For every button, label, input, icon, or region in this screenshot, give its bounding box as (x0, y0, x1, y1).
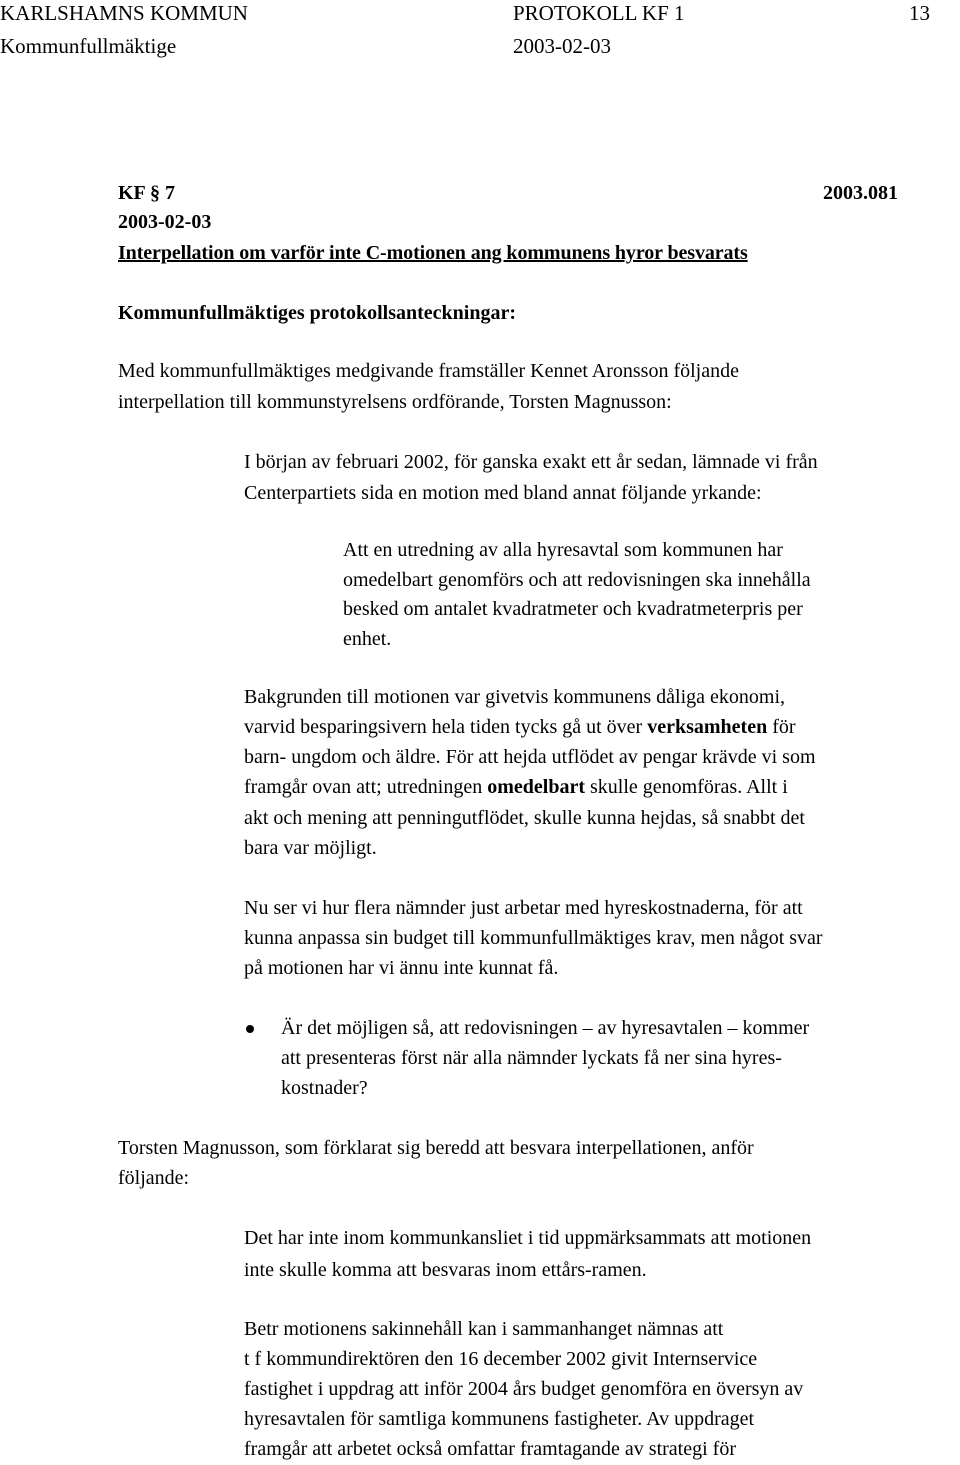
background-line: barn- ungdom och äldre. För att hejda utflödet av pengar krävde vi som (244, 746, 816, 768)
section-case-number: 2003.081 (823, 182, 898, 204)
section-title: Interpellation om varför inte C-motionen ang kommunens hyror besvarats (118, 242, 748, 264)
notes-heading: Kommunfullmäktiges protokollsanteckningar: (118, 302, 516, 324)
header-protocol: PROTOKOLL KF 1 (513, 1, 685, 25)
response-line: Betr motionens sakinnehåll kan i sammanhanget nämnas att (244, 1318, 724, 1340)
response-line: t f kommundirektören den 16 december 2002 givit Internservice (244, 1348, 758, 1370)
question-line: kostnader? (281, 1077, 368, 1099)
response-line: hyresavtalen för samtliga kommunens fastigheter. Av uppdraget (244, 1408, 755, 1430)
background-line: akt och mening att penningutflödet, skulle kunna hejdas, så snabbt det (244, 807, 805, 829)
status-line: Nu ser vi hur flera nämnder just arbetar med hyreskostnaderna, för att (244, 897, 803, 919)
intro-line: interpellation till kommunstyrelsens ordförande, Torsten Magnusson: (118, 391, 672, 413)
status-line: kunna anpassa sin budget till kommunfullmäktiges krav, men något svar (244, 927, 823, 949)
quote-line: enhet. (343, 628, 392, 650)
background-text: skulle genomföras. Allt i (585, 776, 788, 798)
response-intro-line: följande: (118, 1167, 190, 1189)
header-municipality: KARLSHAMNS KOMMUN (0, 1, 248, 25)
emphasis-verksamheten: verksamheten (647, 716, 768, 738)
background-line: Bakgrunden till motionen var givetvis kommunens dåliga ekonomi, (244, 686, 786, 708)
response-line: fastighet i uppdrag att inför 2004 års budget genomföra en översyn av (244, 1378, 804, 1400)
header-page-number: 13 (909, 1, 930, 25)
status-line: på motionen har vi ännu inte kunnat få. (244, 957, 559, 979)
header-body: Kommunfullmäktige (0, 34, 177, 58)
interpellation-line: I början av februari 2002, för ganska exakt ett år sedan, lämnade vi från (244, 451, 818, 473)
quote-line: besked om antalet kvadratmeter och kvadratmeterpris per (343, 598, 803, 620)
quote-line: omedelbart genomförs och att redovisningen ska innehålla (343, 569, 811, 591)
question-line: att presenteras först när alla nämnder lyckats få ner sina hyres- (281, 1047, 782, 1069)
question-line: Är det möjligen så, att redovisningen – av hyresavtalen – kommer (281, 1017, 810, 1039)
background-text: varvid besparingsivern hela tiden tycks gå ut över (244, 716, 648, 738)
interpellation-line: Centerpartiets sida en motion med bland annat följande yrkande: (244, 482, 762, 504)
response-line: inte skulle komma att besvaras inom ettårs-ramen. (244, 1259, 647, 1281)
section-date: 2003-02-03 (118, 211, 212, 233)
response-line: framgår att arbetet också omfattar framtagande av strategi för (244, 1438, 736, 1460)
emphasis-omedelbart: omedelbart (487, 776, 586, 798)
quote-line: Att en utredning av alla hyresavtal som kommunen har (343, 539, 783, 561)
intro-line: Med kommunfullmäktiges medgivande framställer Kennet Aronsson följande (118, 360, 739, 382)
background-line (244, 773, 788, 801)
header-date: 2003-02-03 (513, 34, 611, 58)
background-text: framgår ovan att; utredningen (244, 776, 488, 798)
response-intro-line: Torsten Magnusson, som förklarat sig beredd att besvara interpellationen, anför (118, 1137, 754, 1159)
background-line (244, 713, 796, 741)
bullet-icon (246, 1025, 254, 1033)
background-line: bara var möjligt. (244, 837, 377, 859)
response-line: Det har inte inom kommunkansliet i tid uppmärksammats att motionen (244, 1227, 812, 1249)
background-text: för (767, 716, 796, 738)
section-paragraph-label: KF § 7 (118, 182, 176, 204)
